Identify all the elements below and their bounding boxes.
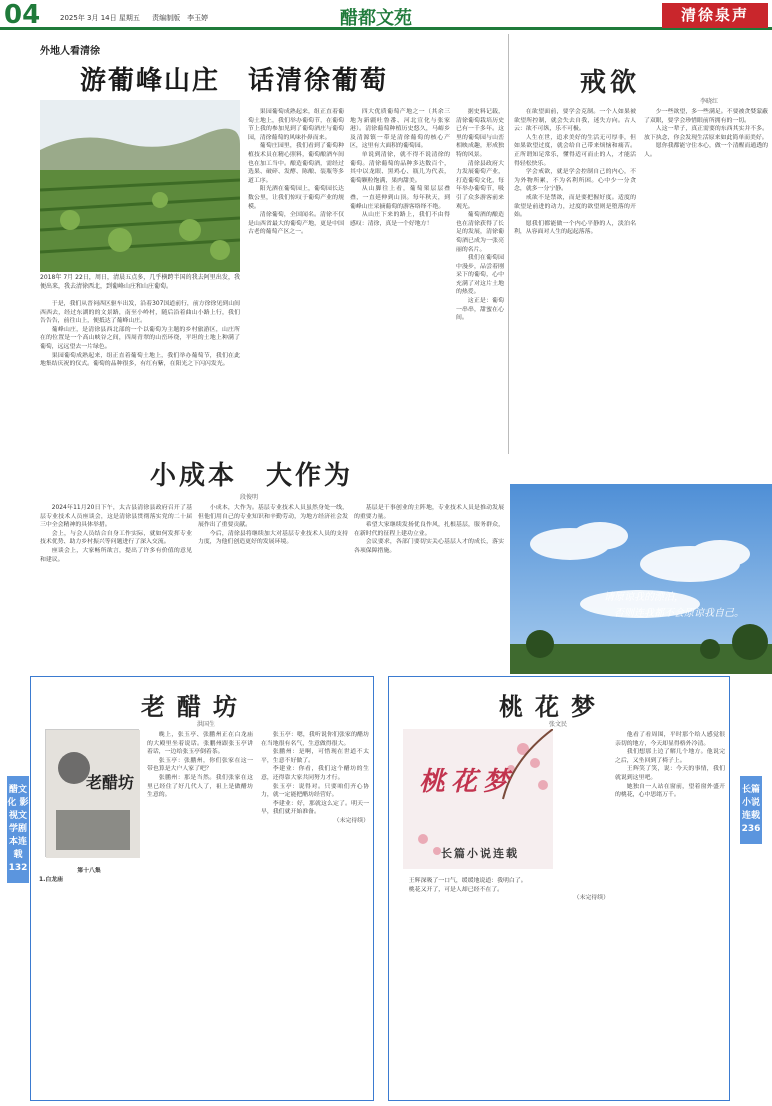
- article2-para: 学会戒欲，就是学会控制自己的内心，不为外物所累，不为名利所困。心中少一分贪念，就多一分宁静。: [514, 169, 636, 193]
- vineyard-photo-caption: 2018年 7月 22日，周日，清晨五点多，几乎横跨半国的我去阿里出发，我便出来，我去清徐西北，到葡峰山庄和山庄葡萄。: [40, 274, 240, 290]
- article1-col1: [40, 300, 240, 450]
- article2-para: 人生在世，追求美好的生活无可厚非，但如果欲望过度，就会给自己带来烦恼和痛苦。正所谓知足常乐，懂得适可而止的人，才能活得轻松快乐。: [514, 134, 636, 167]
- box-left-para: 张鹏州：那是当然。我们张家在这里已经住了好几代人了，祖上是做醋坊生意的。: [147, 774, 253, 799]
- page-header: [0, 0, 772, 30]
- issue-date: 2025年 3月 14日 星期五: [60, 14, 140, 22]
- photo-poem-line1: 请原谅我的漂泊，: [604, 592, 684, 603]
- article2-para: 人这一辈子，真正需要的东西其实并不多。放下执念，你会发现生活原来如此简单而美好。: [644, 126, 768, 141]
- article1-para: 从山脚往上看，葡萄架层层叠叠，一直延伸到山顶。每年秋天，到葡峰山庄采摘葡萄的游客络绎不绝。: [350, 186, 450, 210]
- sky-photo: [510, 484, 772, 674]
- box-left-para: 张玉亭：说得对。只要咱们齐心协力，就一定能把醋坊经营好。: [261, 783, 369, 799]
- article1-col4: [456, 108, 504, 450]
- article2-para: 愿我们都能做一个内心平静的人，淡泊名利，从容面对人生的起起落落。: [514, 220, 636, 236]
- article1-para: 葡萄酒的酿造也在清徐获得了长足的发展，清徐葡萄酒已成为一张亮丽的名片。: [456, 212, 504, 253]
- box-right-para: 他看了看周围，平时那个给人感觉很亲切的地方，今天却显得格外冷清。: [615, 732, 725, 747]
- article2-para: 戒欲不是禁欲，而是要把握好度。适度的欲望是前进的动力，过度的欲望则是堕落的开始。: [514, 194, 636, 219]
- box-left-para: 李建业：你看，我们这个醋坊的生意，还得靠大家共同努力才行。: [261, 766, 369, 781]
- box-left-col2: [261, 731, 369, 1095]
- article1-kicker: 外地人看清徐: [40, 46, 100, 57]
- article2-byline: 李晓红: [700, 98, 719, 105]
- book-cover-right-title: 桃花梦: [419, 767, 516, 797]
- box-left-title: 老醋坊: [141, 692, 249, 721]
- article2-col1: [514, 108, 636, 480]
- article1-title: 游葡峰山庄 话清徐葡萄: [80, 66, 389, 96]
- box-right-col2: [615, 731, 725, 1095]
- box-left-col1: [147, 731, 253, 1095]
- editor-credit: 责编制版 李玉婷: [152, 14, 209, 22]
- box-right-title: 桃花梦: [499, 692, 607, 721]
- article2-title: 戒欲: [580, 68, 641, 98]
- article1-para: 果园葡萄成熟起来，组正直着葡萄土地上，我们举办葡萄节，我们在此地集结庆祝的仪式。葡萄的品种很多，有红有紫，在阳光之下闪闪发光。: [40, 352, 240, 368]
- article3-col1: [40, 504, 192, 672]
- article1-para: 清徐县政府大力发展葡萄产业，打造葡萄文化，每年举办葡萄节，吸引了众多游客前来观光。: [456, 160, 504, 210]
- box-right-para: 桃花又开了，可是人却已经不在了。: [408, 886, 504, 893]
- scene-label: 1.白龙庙: [39, 876, 64, 883]
- box-left-tab: 醋文化 影视文学剧本连载132: [7, 776, 29, 883]
- article3-para: 小成本，大作为。基层专业技术人员虽然身处一线，但他们用自己的专业知识和辛勤劳动，为地方经济社会发展作出了重要贡献。: [198, 505, 348, 529]
- article1-para: 于是，我们从晋祠西区驱车出发，沿着307国道前行，前方徐徐见到山间西西去，经过东湖的的文景路，南至小岭村，随后沿着曲山小路上行，我们告告告，前往山上，便抵达了葡峰山庄。: [40, 301, 240, 325]
- article3-para: 会上，与会人员结合自身工作实际，就如何发挥专业技术优势、助力乡村振兴等问题进行了深入交流。: [40, 530, 192, 546]
- article3-col2: [198, 504, 348, 672]
- book-cover-left: [45, 729, 139, 857]
- article1-para: 葡萄庄园里，我们看到了葡萄种植技术员在精心照料，葡萄酿酒车间也在加工当中。酿造葡萄酒，需经过选果、破碎、发酵、陈酿、装瓶等多道工序。: [248, 143, 344, 184]
- article1-para: 从山庄下来的路上，我们不由得感叹：清徐，真是一个好地方！: [350, 212, 450, 227]
- box-left-para: 张玉亭：嗯，我听说你们张家的醋坊在当地很有名气，生意做得很大。: [261, 732, 369, 747]
- box-right: [388, 676, 730, 1101]
- article3-title: 小成本 大作为: [150, 461, 354, 491]
- article2-col2: [644, 108, 768, 480]
- box-right-para: 王辉笑了笑，说：今天的事情，我们就说到这里吧。: [615, 766, 725, 781]
- article1-para: 这正是：葡萄一串串，甜蜜在心间。: [456, 298, 504, 322]
- box-left-para: 晚上，张玉亭、张鹏州正在白龙庙的大殿里坐着说话。张鹏州跟张玉亭讲着话，一边给张玉亭倒着茶。: [147, 732, 253, 756]
- article2-para: 愿你我都能守住本心，做一个清醒而通透的人。: [644, 143, 768, 158]
- article3-para: 今后，清徐县将继续加大对基层专业技术人员的支持力度，为他们创造更好的发展环境。: [198, 530, 348, 546]
- box-left-para: （未完待续）: [333, 817, 369, 824]
- article1-para: 四大优质葡萄产地之一（其余三地为新疆吐鲁番、河北宣化与张家港）。清徐葡萄种植历史悠久，马峪乡及清源镇一带是清徐葡萄的核心产区，这里有大面积的葡萄园。: [350, 109, 450, 150]
- box-left-byline: 洪国生: [197, 721, 216, 728]
- book-cover-title: 老醋坊: [86, 773, 135, 792]
- box-left: [30, 676, 374, 1101]
- box-right-tab: 长篇小说连载236: [740, 776, 762, 844]
- photo-poem-line2: 否则连我都不会原谅我自己。: [614, 608, 744, 619]
- article3-col3: [354, 504, 504, 672]
- article2-para: 少一些欲望，多一些满足。不要被贪婪蒙蔽了双眼，要学会珍惜眼前所拥有的一切。: [644, 109, 768, 124]
- newspaper-logo: 清徐泉声: [662, 3, 768, 28]
- vineyard-photo: [40, 100, 240, 272]
- article1-para: 阳光洒在葡萄园上，葡萄园长达数公里，让我们惊叹于葡萄产业的规模。: [248, 186, 344, 210]
- article1-para: 单说到清徐，就不得不说清徐的葡萄。清徐葡萄的品种多达数百个，其中以龙眼、黑鸡心、瓶儿为代表，葡萄颗粒饱满，果肉甜美。: [350, 151, 450, 184]
- box-right-para: 我们想那上边了解几个地方。他说完之后，又坐回到了椅子上。: [615, 749, 725, 764]
- box-right-para: 她独自一人站在窗前，望着窗外盛开的桃花，心中思绪万千。: [615, 783, 725, 799]
- box-left-para: 李建业：好，那就这么定了。明天一早，我们就开始准备。: [261, 800, 369, 816]
- article3-para: 会议要求，各部门要切实关心基层人才的成长，落实各项保障措施。: [354, 539, 504, 554]
- book-cover-right: [403, 729, 553, 869]
- article3-byline: 段俊明: [240, 494, 259, 501]
- box-right-para: （未完待续）: [573, 895, 609, 902]
- article1-col2: [248, 108, 344, 450]
- page-number: 04: [4, 0, 41, 30]
- box-left-para: 张鹏州：是啊，可惜现在世道不太平，生意不好做了。: [261, 749, 369, 764]
- box-right-col1: [397, 877, 609, 1095]
- box-right-para: 王辉深吸了一口气，缓缓地说道：我明白了。: [408, 878, 527, 884]
- article3-para: 2024年11月20日下午，太古县清徐县政府召开了基层专业技术人员座谈会，这是清徐县贯彻落实党的二十届三中全会精神的具体举措。: [40, 505, 192, 529]
- header-meta: [60, 13, 218, 23]
- article1-col3: [350, 108, 450, 450]
- article3-para: 希望大家继续发扬优良作风，扎根基层，服务群众，在新时代的征程上建功立业。: [354, 522, 504, 537]
- article1-para: 果园葡萄成熟起来，组正直着葡萄土地上，我们举办葡萄节，在葡萄节上我的参加见到了葡萄酒庄与葡萄园，清徐葡萄的风味扑鼻而来。: [248, 109, 344, 141]
- section-title: 醋都文苑: [340, 8, 412, 29]
- episode-label: 第十八集: [77, 868, 101, 874]
- box-left-col0: [39, 867, 139, 1095]
- column-divider: [508, 34, 509, 454]
- article3-para: 基层是干事创业的主阵地，专业技术人员是推动发展的重要力量。: [354, 505, 504, 520]
- article2-para: 在欲望面前，要学会克制。一个人如果被欲望所控制，就会失去自我，迷失方向。古人云：欲不可纵，乐不可极。: [514, 109, 636, 133]
- box-right-byline: 张文民: [549, 721, 568, 728]
- box-left-para: 张玉亭：张鹏州，你们张家在这一带也算是大户人家了吧？: [147, 757, 253, 773]
- article1-para: 葡峰山庄，是清徐县西北部的一个以葡萄为主题的乡村旅游区，山庄所在的位置是一个高山峡谷之间，四周青翠的山峦环绕，平坦的土地上种满了葡萄，远远望去一片绿色。: [40, 326, 240, 350]
- article3-para: 座谈会上，大家畅所欲言，提出了许多有价值的意见和建议。: [40, 547, 192, 563]
- article1-para: 据史料记载，清徐葡萄栽培历史已有一千多年。这里的葡萄园与山峦相映成趣，形成独特的风景。: [456, 109, 504, 158]
- article1-para: 清徐葡萄，全国闻名。清徐不仅是山西省最大的葡萄产地，更是中国古老的葡萄产区之一。: [248, 212, 344, 236]
- book-cover-right-subtitle: 长篇小说连载: [441, 847, 519, 860]
- article1-para: 我们在葡萄园中漫步，品尝着刚采下的葡萄，心中充满了对这片土地的热爱。: [456, 255, 504, 296]
